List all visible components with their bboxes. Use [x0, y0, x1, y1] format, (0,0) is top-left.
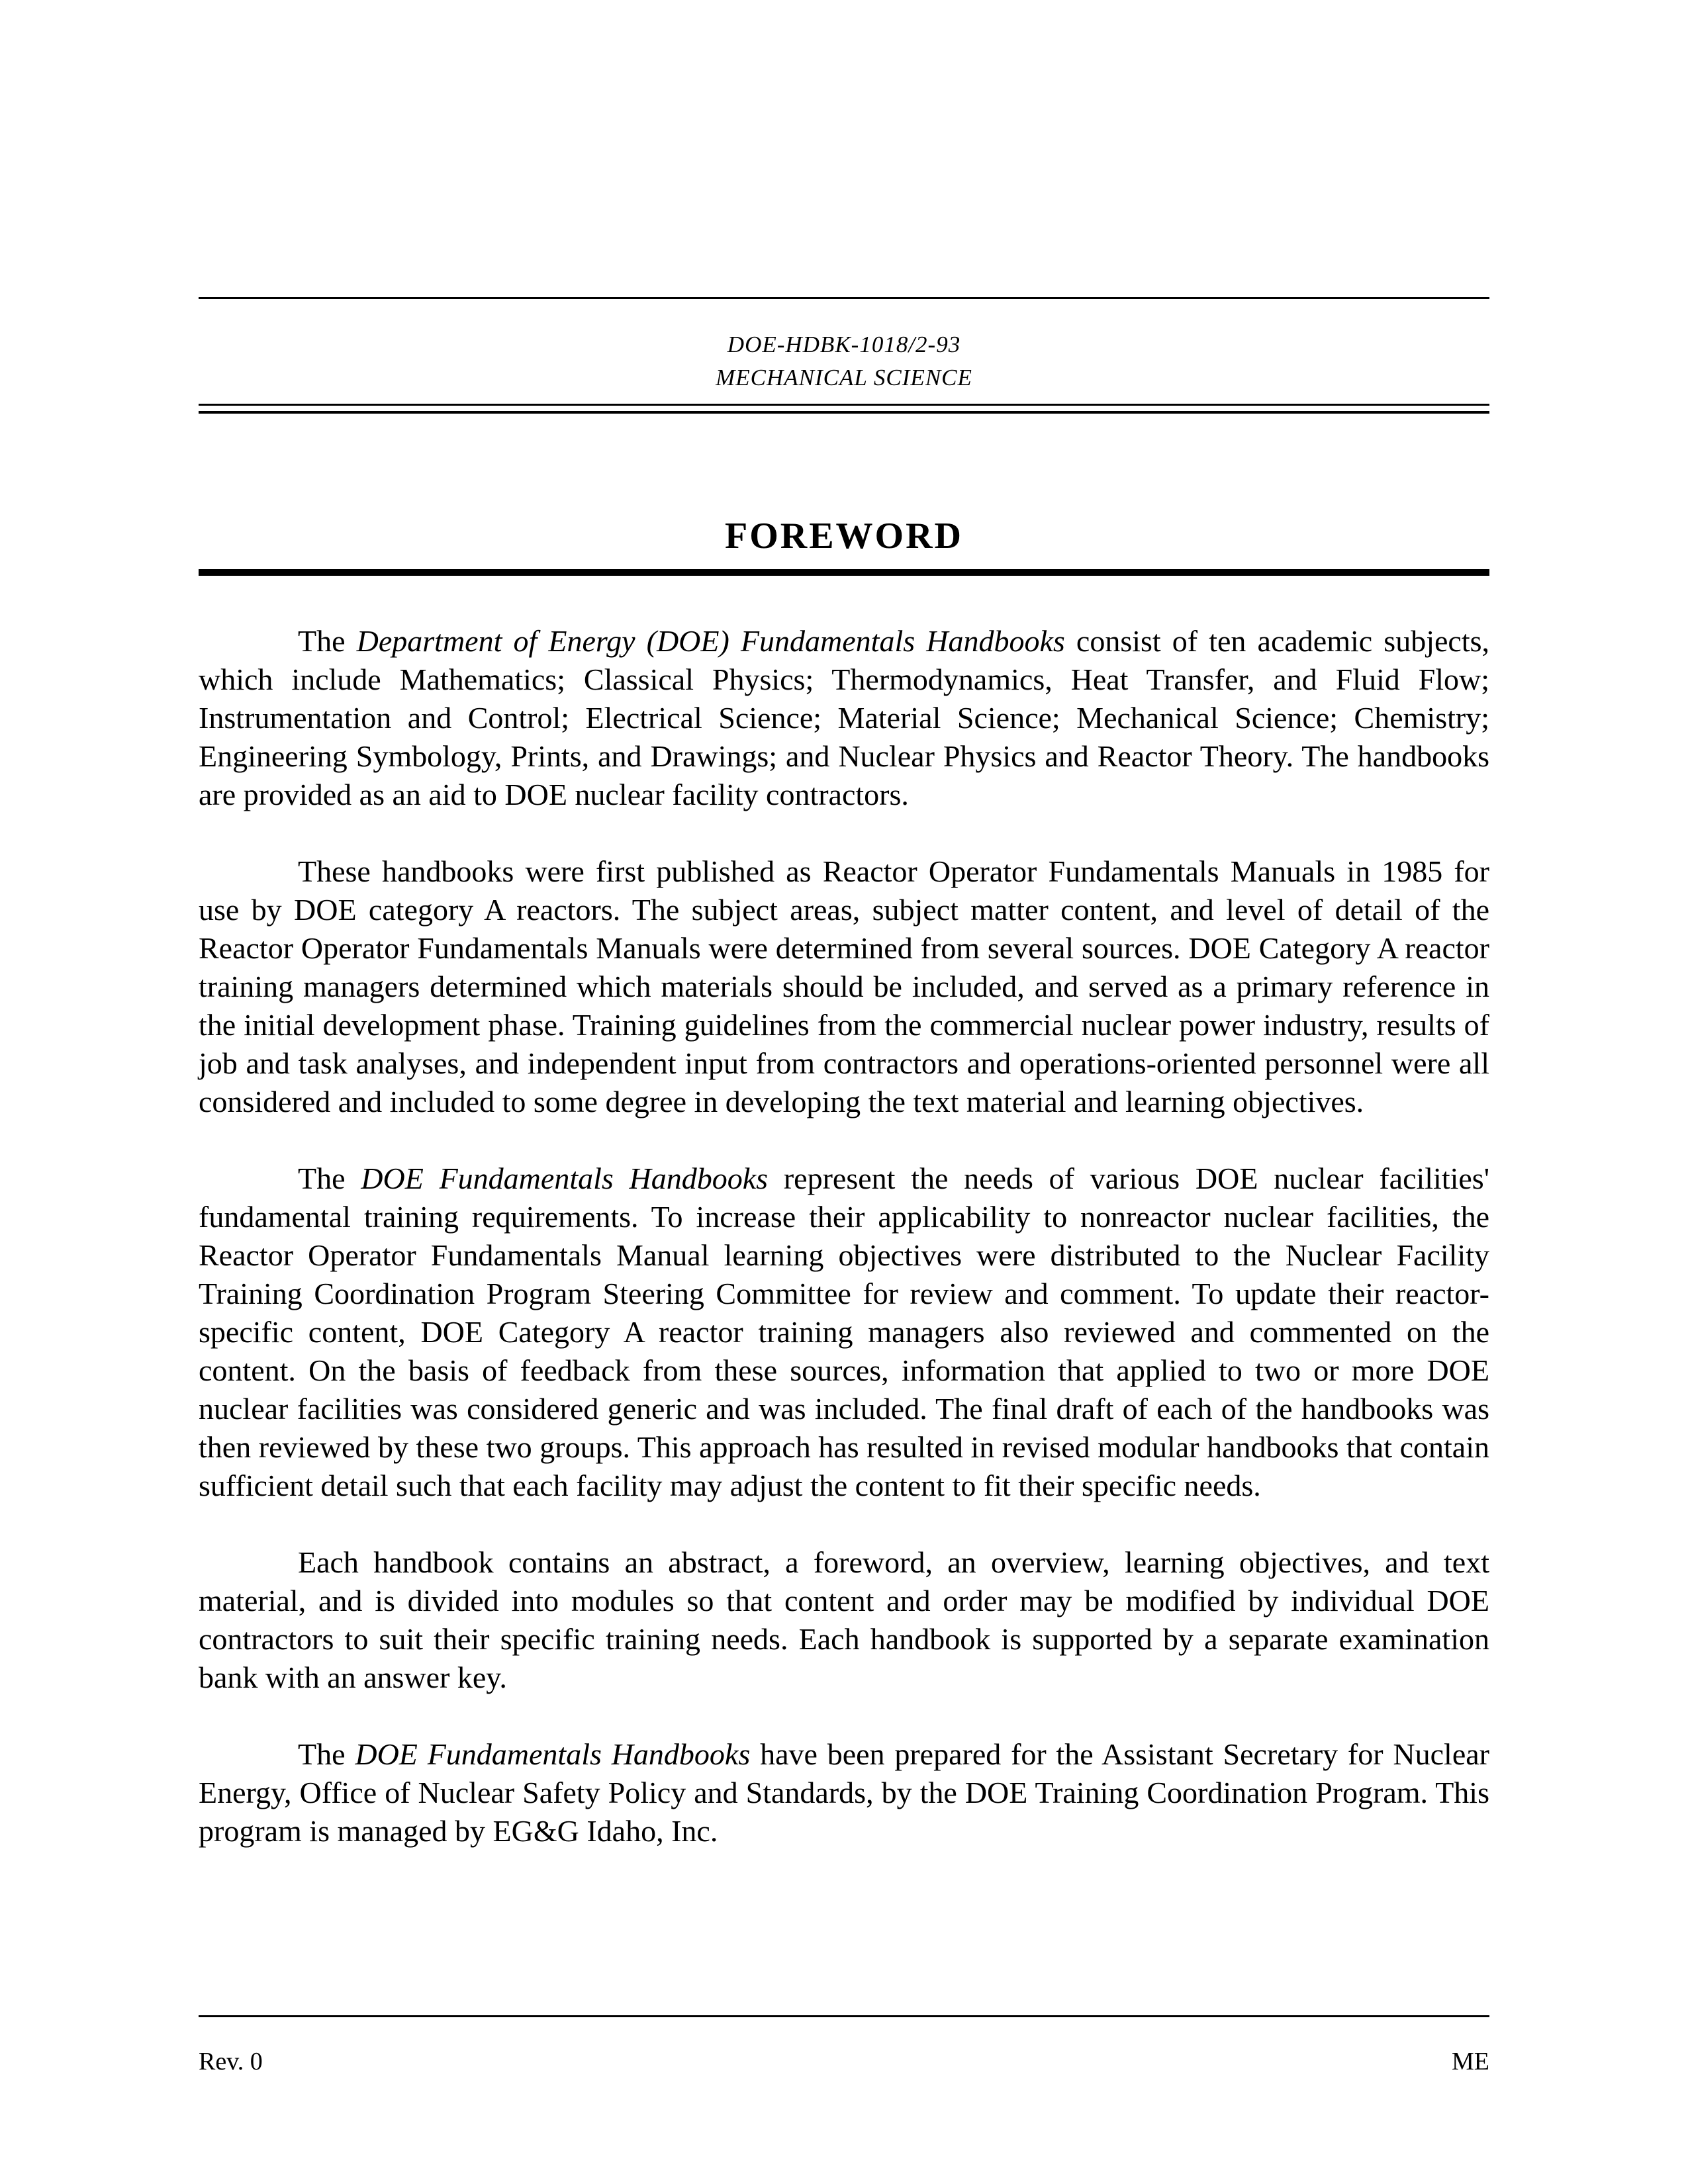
footer-module-code: ME	[1452, 2048, 1489, 2075]
header-subject: MECHANICAL SCIENCE	[716, 365, 972, 390]
paragraph-3-italic-title: DOE Fundamentals Handbooks	[361, 1161, 769, 1195]
paragraph-1-lead: The	[298, 624, 357, 658]
page-title: FOREWORD	[725, 516, 963, 557]
footer-rule	[199, 2015, 1489, 2017]
header-double-rule-lower	[199, 411, 1489, 414]
running-header	[199, 328, 1489, 394]
paragraph-1	[199, 622, 1489, 814]
paragraph-1-rest: consist of ten academic subjects, which include Mathematics; Classical Physics; Thermodynamics, Heat Transfer, and Fluid Flow; Instrumentation and Control; Electrical Science; Material Science; Mechanical Science; Chemistry; Engineering Symbology, Prints, and Drawings; and Nuclear Physics and Reactor Theory. The handbooks are provided as an aid to DOE nuclear facility contractors.	[199, 624, 1490, 811]
header-double-rule-upper	[199, 404, 1489, 406]
paragraph-2: These handbooks were first published as Reactor Operator Fundamentals Manuals in 1985 for use by DOE category A reactors. The subject areas, subject matter content, and level of detail of the Reactor Operator Fundamentals Manuals were determined from several sources. DOE Category A reactor training managers determined which materials should be included, and served as a primary reference in the initial development phase. Training guidelines from the commercial nuclear power industry, results of job and task analyses, and independent input from contractors and operations-oriented personnel were all considered and included to some degree in developing the text material and learning objectives.	[199, 854, 1489, 1118]
paragraph-1-italic-title: Department of Energy (DOE) Fundamentals Handbooks	[356, 624, 1065, 658]
header-top-rule	[199, 297, 1489, 299]
foreword-body	[199, 622, 1489, 1850]
header-doc-number: DOE-HDBK-1018/2-93	[727, 332, 961, 357]
footer-revision: Rev. 0	[199, 2048, 263, 2075]
paragraph-5	[199, 1735, 1489, 1850]
paragraph-4: Each handbook contains an abstract, a foreword, an overview, learning objectives, and text material, and is divided into modules so that content and order may be modified by individual DOE contractors to suit their specific training needs. Each handbook is supported by a separate examination bank with an answer key.	[199, 1545, 1489, 1694]
paragraph-5-lead: The	[298, 1737, 355, 1771]
title-underline-rule	[199, 569, 1489, 576]
paragraph-5-italic-title: DOE Fundamentals Handbooks	[355, 1737, 751, 1771]
paragraph-3-rest: represent the needs of various DOE nuclear facilities' fundamental training requirements. To increase their applicability to nonreactor nuclear facilities, the Reactor Operator Fundamentals Manual learning objectives were distributed to the Nuclear Facility Training Coordination Program Steering Committee for review and comment. To update their reactor-specific content, DOE Category A reactor training managers also reviewed and commented on the content. On the basis of feedback from these sources, information that applied to two or more DOE nuclear facilities was considered generic and was included. The final draft of each of the handbooks was then reviewed by these two groups. This approach has resulted in revised modular handbooks that contain sufficient detail such that each facility may adjust the content to fit their specific needs.	[199, 1161, 1489, 1502]
paragraph-3	[199, 1160, 1489, 1505]
paragraph-5-rest: have been prepared for the Assistant Secretary for Nuclear Energy, Office of Nuclear Safety Policy and Standards, by the DOE Training Coordination Program. This program is managed by EG&G Idaho, Inc.	[199, 1737, 1489, 1848]
paragraph-3-lead: The	[298, 1161, 361, 1195]
